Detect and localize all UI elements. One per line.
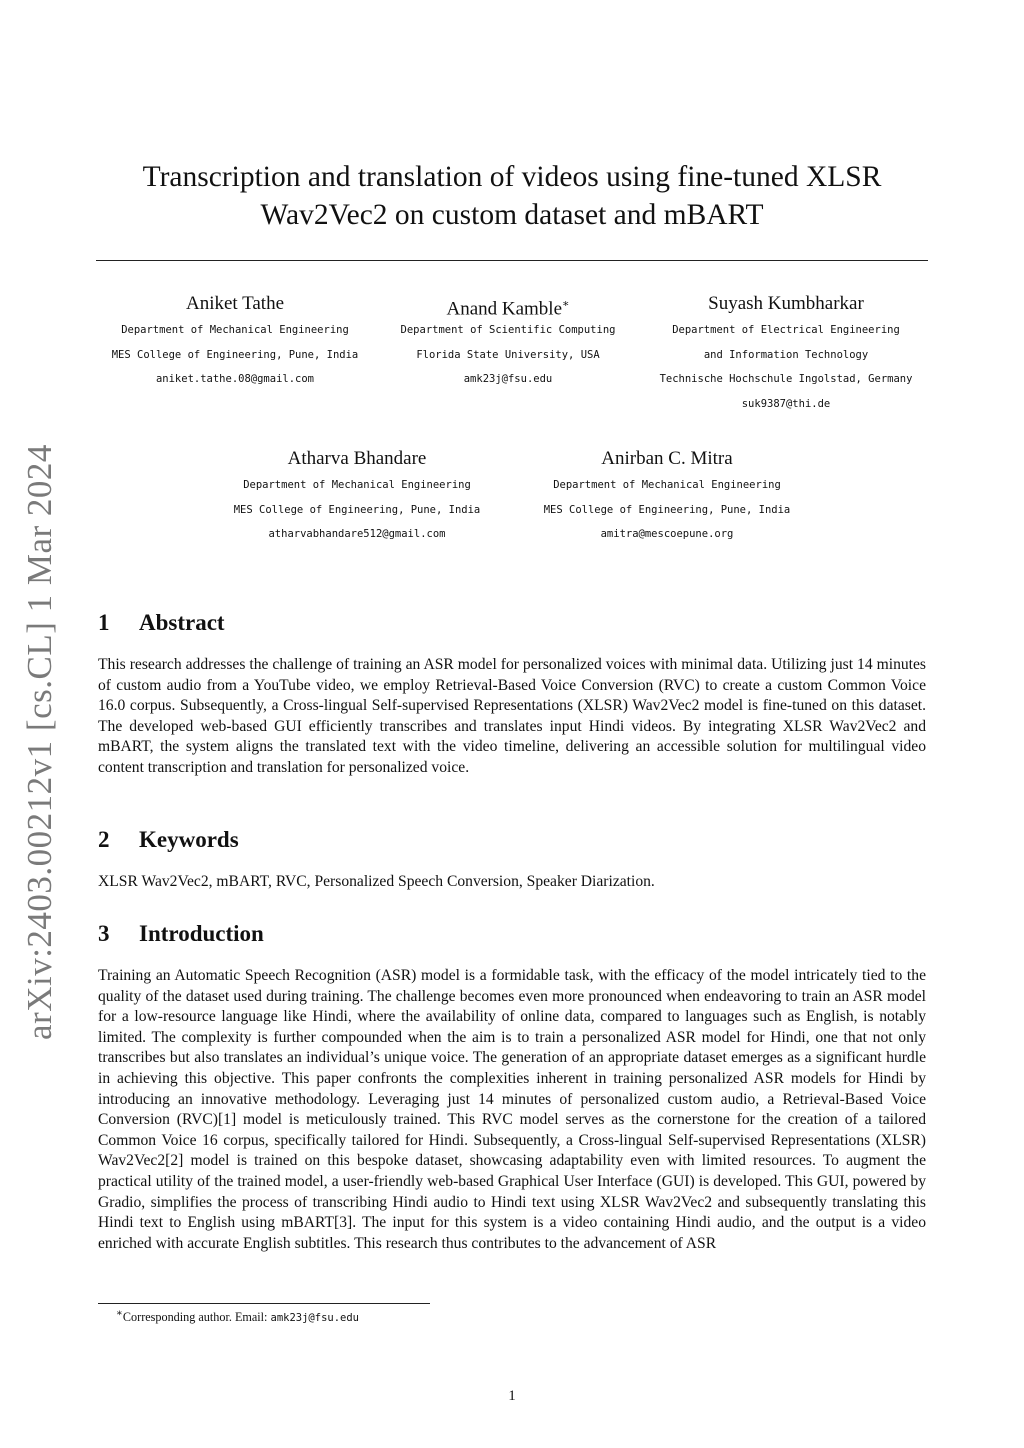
author-block-4 bbox=[207, 447, 507, 547]
author-email: amitra@mescoepune.org bbox=[600, 528, 734, 540]
author-block-1 bbox=[85, 292, 385, 392]
author-email: suk9387@thi.de bbox=[741, 397, 831, 410]
author-name: Aniket Tathe bbox=[185, 293, 285, 314]
section-heading-keywords bbox=[98, 827, 239, 853]
author-institution: MES College of Engineering, Pune, India bbox=[543, 503, 791, 516]
author-block-3 bbox=[636, 292, 936, 416]
author-department: Department of Mechanical Engineering bbox=[553, 479, 781, 491]
footnote-text: Corresponding author. Email: bbox=[122, 1310, 271, 1325]
page-number: 1 bbox=[508, 1388, 516, 1404]
author-block-5 bbox=[517, 447, 817, 547]
section-heading-abstract bbox=[98, 610, 225, 636]
author-name: Atharva Bhandare bbox=[287, 448, 427, 469]
arxiv-identifier-stamp: arXiv:2403.00212v1 [cs.CL] 1 Mar 2024 bbox=[20, 444, 59, 1040]
paper-title-line-2: Wav2Vec2 on custom dataset and mBART bbox=[260, 199, 764, 231]
title-divider bbox=[96, 260, 928, 261]
section-title: Introduction bbox=[139, 921, 264, 946]
paper-title bbox=[96, 158, 928, 234]
author-email: amk23j@fsu.edu bbox=[463, 373, 553, 385]
author-name-text: Anand Kamble bbox=[446, 298, 563, 320]
author-name bbox=[358, 292, 658, 320]
footnote-divider bbox=[98, 1303, 430, 1304]
author-institution: MES College of Engineering, Pune, India bbox=[111, 348, 359, 361]
author-block-2 bbox=[358, 292, 658, 392]
author-name: Suyash Kumbharkar bbox=[708, 293, 864, 314]
author-institution: MES College of Engineering, Pune, India bbox=[233, 503, 481, 516]
author-email: atharvabhandare512@gmail.com bbox=[268, 528, 446, 540]
author-institution: Technische Hochschule Ingolstad, Germany bbox=[659, 373, 913, 385]
corresponding-author-marker: ∗ bbox=[562, 298, 570, 310]
abstract-paragraph: This research addresses the challenge of training an ASR model for personalized voices with minimal data. Utilizing just 14 minutes of custom audio from a YouTube video, we employ Retrieval-Based Voice Conversion (RVC) to create a custom Common Voice 16.0 corpus. Subsequently, a Cross-lingual Self-supervised Representations (XLSR) Wav2Vec2 model is fine-tuned on this dataset. The developed web-based GUI efficiently transcribes and translates input Hindi videos. By integrating XLSR Wav2Vec2 and mBART, the system aligns the translated text with the video timeline, delivering an accessible solution for multilingual video content transcription and translation for personalized voice. bbox=[98, 656, 926, 776]
author-department: Department of Electrical Engineering bbox=[672, 324, 900, 336]
section-number: 1 bbox=[98, 610, 110, 635]
footnote-marker: ∗ bbox=[116, 1308, 123, 1319]
author-department: Department of Mechanical Engineering bbox=[243, 479, 471, 491]
author-department-cont: and Information Technology bbox=[703, 348, 869, 361]
section-heading-introduction bbox=[98, 921, 264, 947]
section-title: Abstract bbox=[139, 610, 225, 635]
author-email: aniket.tathe.08@gmail.com bbox=[155, 373, 315, 385]
footnote bbox=[116, 1308, 359, 1325]
introduction-paragraph: Training an Automatic Speech Recognition (ASR) model is a formidable task, with the efficacy of the model intricately tied to the quality of the dataset used during training. The challenge becomes even more pronounced when endeavoring to train an ASR model for a low-resource language like Hindi, where the availability of online data, compared to languages such as English, is notably limited. The complexity is further compounded when the aim is to train a personalized ASR model for Hindi, one that not only transcribes but also translates an individual’s unique voice. The generation of an appropriate dataset emerges as a significant hurdle in achieving this objective. This paper confronts the complexities inherent in training personalized ASR models for Hindi by introducing an innovative methodology. Leveraging just 14 minutes of personalized custom audio, a Retrieval-Based Voice Conversion (RVC)[1] model is meticulously trained. This RVC model serves as the cornerstone for the creation of a tailored Common Voice 16 corpus, specifically tailored for Hindi. Subsequently, a Cross-lingual Self-supervised Representations (XLSR) Wav2Vec2[2] model is trained on this bespoke dataset, showcasing adaptability even with limited resources. To augment the practical utility of the trained model, a user-friendly web-based Graphical User Interface (GUI) is developed. This GUI, powered by Gradio, simplifies the process of transcribing Hindi audio to Hindi text using XLSR Wav2Vec2 and subsequently translating this Hindi text to English using mBART[3]. The input for this system is a video containing Hindi audio, and the output is a video enriched with accurate English subtitles. This research thus contributes to the advancement of ASR bbox=[98, 967, 926, 1252]
footnote-email: amk23j@fsu.edu bbox=[270, 1312, 360, 1325]
section-number: 2 bbox=[98, 827, 110, 852]
author-department: Department of Scientific Computing bbox=[400, 324, 616, 336]
author-institution: Florida State University, USA bbox=[416, 348, 600, 361]
author-department: Department of Mechanical Engineering bbox=[121, 324, 349, 336]
keywords-paragraph: XLSR Wav2Vec2, mBART, RVC, Personalized Speech Conversion, Speaker Diarization. bbox=[98, 873, 655, 890]
author-name: Anirban C. Mitra bbox=[601, 448, 733, 469]
paper-title-line-1: Transcription and translation of videos using fine-tuned XLSR bbox=[142, 161, 882, 193]
section-number: 3 bbox=[98, 921, 110, 946]
section-title: Keywords bbox=[139, 827, 239, 852]
